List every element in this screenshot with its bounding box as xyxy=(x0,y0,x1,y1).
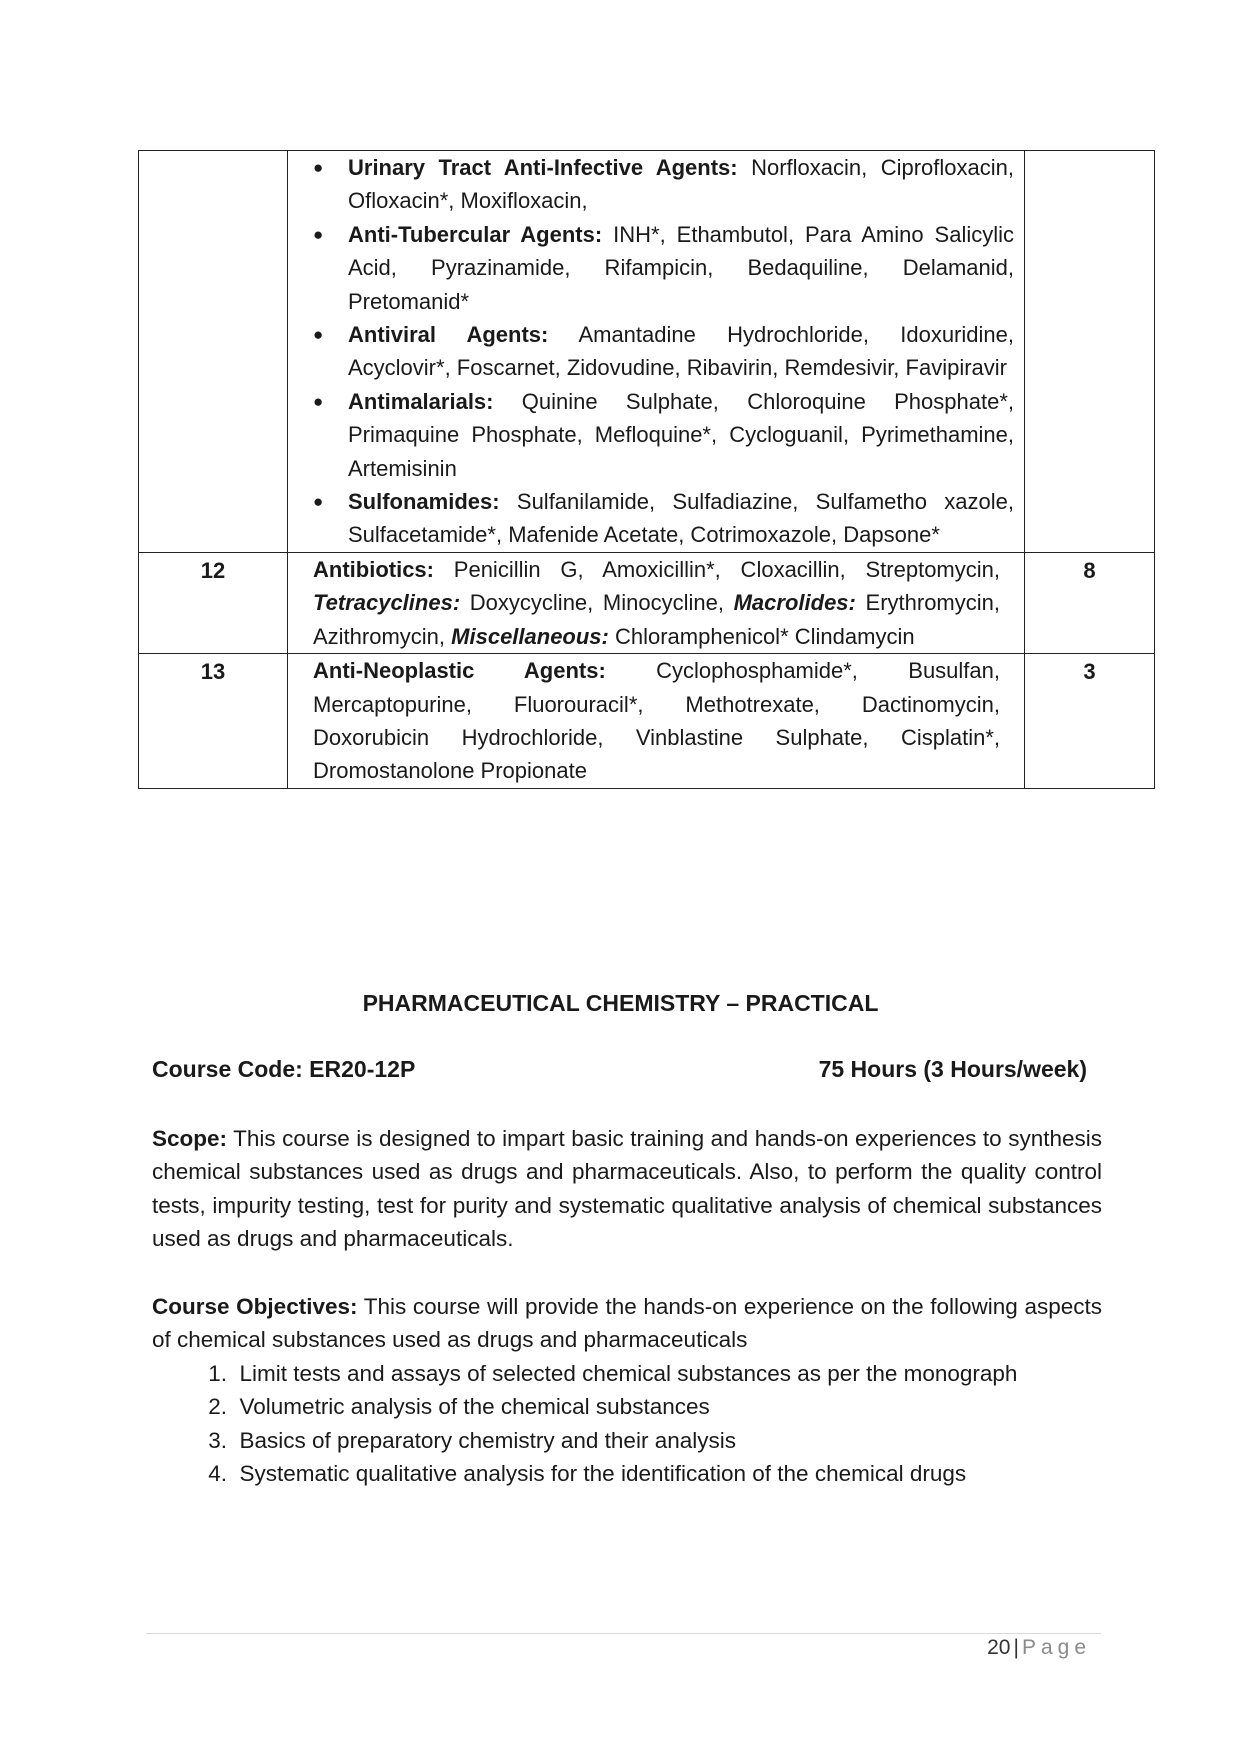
drug-class-label: Urinary Tract Anti-Infective Agents: xyxy=(348,155,738,180)
item-text: Volumetric analysis of the chemical substances xyxy=(239,1394,710,1420)
drug-names: Amantadine Hydrochloride, Idoxuridine, Acyclovir*, Foscarnet, Zidovudine, Ribavirin, Remdesivir, Favipiravir xyxy=(348,322,1014,381)
drug-names: Doxycycline, Minocycline, xyxy=(460,590,734,616)
list-item xyxy=(152,1457,1112,1490)
topic-number-cell: 12 xyxy=(139,552,288,653)
item-text: Basics of preparatory chemistry and their analysis xyxy=(239,1427,736,1453)
drug-subclass-label: Tetracyclines: xyxy=(313,590,461,616)
course-hours: 75 Hours (3 Hours/week) xyxy=(818,1056,1087,1082)
objectives-list xyxy=(152,1357,1112,1491)
item-number: 4. xyxy=(208,1461,227,1487)
list-item xyxy=(313,318,1014,385)
table-row xyxy=(139,552,1155,653)
item-text: Limit tests and assays of selected chemical substances as per the monograph xyxy=(239,1361,1018,1386)
footer-divider xyxy=(146,1633,1101,1634)
item-number: 1. xyxy=(208,1361,227,1386)
footer-separator: | xyxy=(1013,1636,1019,1659)
hours-cell xyxy=(1025,151,1155,553)
drug-subclass-label: Miscellaneous: xyxy=(451,623,609,649)
item-text: Systematic qualitative analysis for the identification of the chemical drugs xyxy=(239,1461,967,1487)
page-word: Page xyxy=(1021,1636,1091,1659)
list-item xyxy=(313,218,1014,318)
course-code: Course Code: ER20-12P xyxy=(152,1056,416,1082)
page-footer xyxy=(987,1636,1091,1660)
objectives-label: Course Objectives: xyxy=(152,1294,358,1319)
page-number: 20 xyxy=(987,1636,1011,1659)
topic-content-cell xyxy=(288,654,1025,789)
drug-names: INH*, Ethambutol, Para Amino Salicylic Acid, Pyrazinamide, Rifampicin, Bedaquiline, Delamanid, Pretomanid* xyxy=(348,221,1014,314)
topic-number-cell xyxy=(139,151,288,553)
scope-paragraph xyxy=(152,1122,1102,1256)
list-item xyxy=(313,151,1014,218)
hours-cell: 3 xyxy=(1025,654,1155,789)
list-item xyxy=(152,1357,1112,1390)
drug-class-label: Anti-Neoplastic Agents: xyxy=(313,658,606,684)
topic-content-cell xyxy=(288,552,1025,653)
list-item xyxy=(313,485,1014,552)
drug-names: Norfloxacin, Ciprofloxacin, Ofloxacin*, Moxifloxacin, xyxy=(348,155,1014,214)
table-row xyxy=(139,151,1155,553)
scope-label: Scope: xyxy=(152,1126,228,1151)
item-number: 2. xyxy=(208,1394,227,1420)
drug-names: Cyclophosphamide*, Busulfan, Mercaptopurine, Fluorouracil*, Methotrexate, Dactinomycin, Doxorubicin Hydrochloride, Vinblastine Sulphate, Cisplatin*, Dromostanolone Propionate xyxy=(313,658,1001,784)
drug-names: Chloramphenicol* Clindamycin xyxy=(608,623,915,649)
drug-class-label: Sulfonamides: xyxy=(348,489,500,515)
drug-names: Penicillin G, Amoxicillin*, Cloxacillin, Streptomycin, xyxy=(434,556,1000,582)
drug-class-label: Antimalarials: xyxy=(348,388,494,414)
list-item xyxy=(152,1390,1112,1423)
drug-class-list xyxy=(313,151,1014,552)
drug-class-label: Antibiotics: xyxy=(313,556,434,582)
objectives-text: This course will provide the hands-on experience on the following aspects of chemical substances used as drugs and pharmaceuticals xyxy=(152,1294,1102,1353)
scope-text: This course is designed to impart basic training and hands-on experiences to synthesis chemical substances used as drugs and pharmaceuticals. Also, to perform the quality control tests, impurity testing, test for purity and systematic qualitative analysis of chemical substances used as drugs and pharmaceuticals. xyxy=(152,1126,1102,1252)
syllabus-table xyxy=(138,150,1155,789)
drug-class-label: Anti-Tubercular Agents: xyxy=(348,221,603,247)
objectives-paragraph xyxy=(152,1290,1102,1357)
drug-names: Erythromycin, Azithromycin, xyxy=(313,590,1000,649)
list-item xyxy=(152,1424,1112,1457)
drug-subclass-label: Macrolides: xyxy=(733,590,856,616)
hours-cell: 8 xyxy=(1025,552,1155,653)
drug-names: Quinine Sulphate, Chloroquine Phosphate*, Primaquine Phosphate, Mefloquine*, Cycloguanil, Pyrimethamine, Artemisinin xyxy=(348,388,1014,481)
topic-content-cell xyxy=(288,151,1025,553)
course-info-line xyxy=(152,1056,1087,1083)
item-number: 3. xyxy=(208,1427,227,1453)
section-title: PHARMACEUTICAL CHEMISTRY – PRACTICAL xyxy=(362,990,879,1016)
table-row xyxy=(139,654,1155,789)
topic-number-cell: 13 xyxy=(139,654,288,789)
drug-class-label: Antiviral Agents: xyxy=(348,322,549,348)
list-item xyxy=(313,385,1014,485)
drug-names: Sulfanilamide, Sulfadiazine, Sulfametho xazole, Sulfacetamide*, Mafenide Acetate, Cotrimoxazole, Dapsone* xyxy=(348,489,1014,548)
